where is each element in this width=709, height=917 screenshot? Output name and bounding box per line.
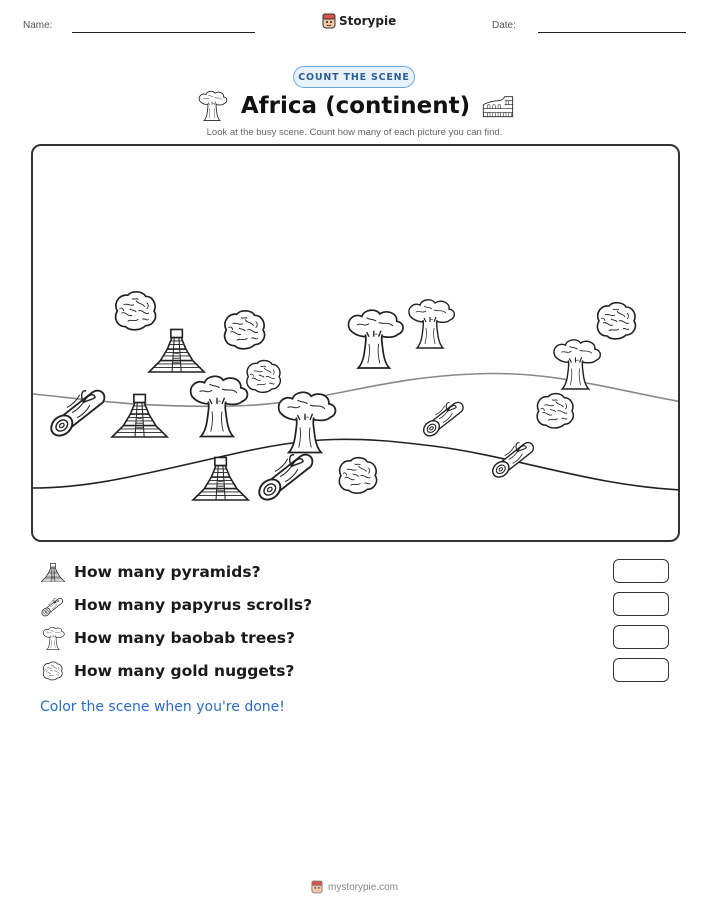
question-text: How many baobab trees? bbox=[74, 629, 296, 647]
scroll-3 bbox=[490, 443, 534, 481]
page-title: Africa (continent) bbox=[240, 93, 471, 119]
baobab-1 bbox=[349, 310, 404, 368]
title-row bbox=[0, 88, 709, 124]
coloring-scene[interactable] bbox=[31, 144, 680, 542]
footer-url[interactable]: mystorypie.com bbox=[327, 881, 398, 893]
baobab-2 bbox=[409, 300, 454, 348]
nugget-5 bbox=[537, 394, 573, 428]
question-nuggets bbox=[40, 658, 680, 684]
pyramid-1 bbox=[149, 329, 204, 372]
date-label: Date: bbox=[492, 20, 516, 31]
nugget-2 bbox=[225, 311, 265, 349]
baobab-icon bbox=[195, 88, 229, 124]
storypie-mascot-icon bbox=[322, 13, 336, 29]
question-pyramids bbox=[40, 559, 680, 585]
question-text: How many pyramids? bbox=[74, 563, 261, 581]
color-note: Color the scene when you're done! bbox=[40, 699, 285, 715]
nugget-3 bbox=[247, 361, 280, 393]
baobab-icon bbox=[41, 625, 65, 651]
nugget-4 bbox=[597, 303, 635, 339]
nugget-6 bbox=[339, 458, 376, 493]
pyramid-2 bbox=[112, 394, 167, 437]
footer bbox=[0, 880, 709, 894]
brand-logo bbox=[322, 13, 396, 29]
question-text: How many gold nuggets? bbox=[74, 662, 295, 680]
count-scene-badge: COUNT THE SCENE bbox=[293, 66, 415, 88]
nugget-icon bbox=[41, 660, 65, 682]
name-label: Name: bbox=[23, 20, 53, 31]
date-line[interactable] bbox=[538, 32, 686, 33]
scroll-4 bbox=[255, 455, 312, 504]
colosseum-icon bbox=[482, 91, 514, 121]
instructions: Look at the busy scene. Count how many of each picture you can find. bbox=[206, 127, 503, 138]
nugget-1 bbox=[116, 292, 156, 330]
answer-box-nuggets[interactable] bbox=[613, 658, 669, 682]
question-text: How many papyrus scrolls? bbox=[74, 596, 313, 614]
answer-box-pyramids[interactable] bbox=[613, 559, 669, 583]
name-line[interactable] bbox=[72, 32, 255, 33]
scroll-icon bbox=[41, 593, 65, 617]
question-baobabs bbox=[40, 625, 680, 651]
scene-artwork bbox=[33, 146, 680, 542]
baobab-3 bbox=[554, 340, 600, 389]
pyramid-icon bbox=[41, 562, 65, 582]
brand-name: Storypie bbox=[339, 14, 397, 28]
scroll-2 bbox=[421, 402, 463, 439]
answer-box-baobabs[interactable] bbox=[613, 625, 669, 649]
storypie-mascot-icon bbox=[311, 880, 323, 894]
pyramid-3 bbox=[193, 457, 248, 500]
answer-box-scrolls[interactable] bbox=[613, 592, 669, 616]
question-scrolls bbox=[40, 592, 680, 618]
